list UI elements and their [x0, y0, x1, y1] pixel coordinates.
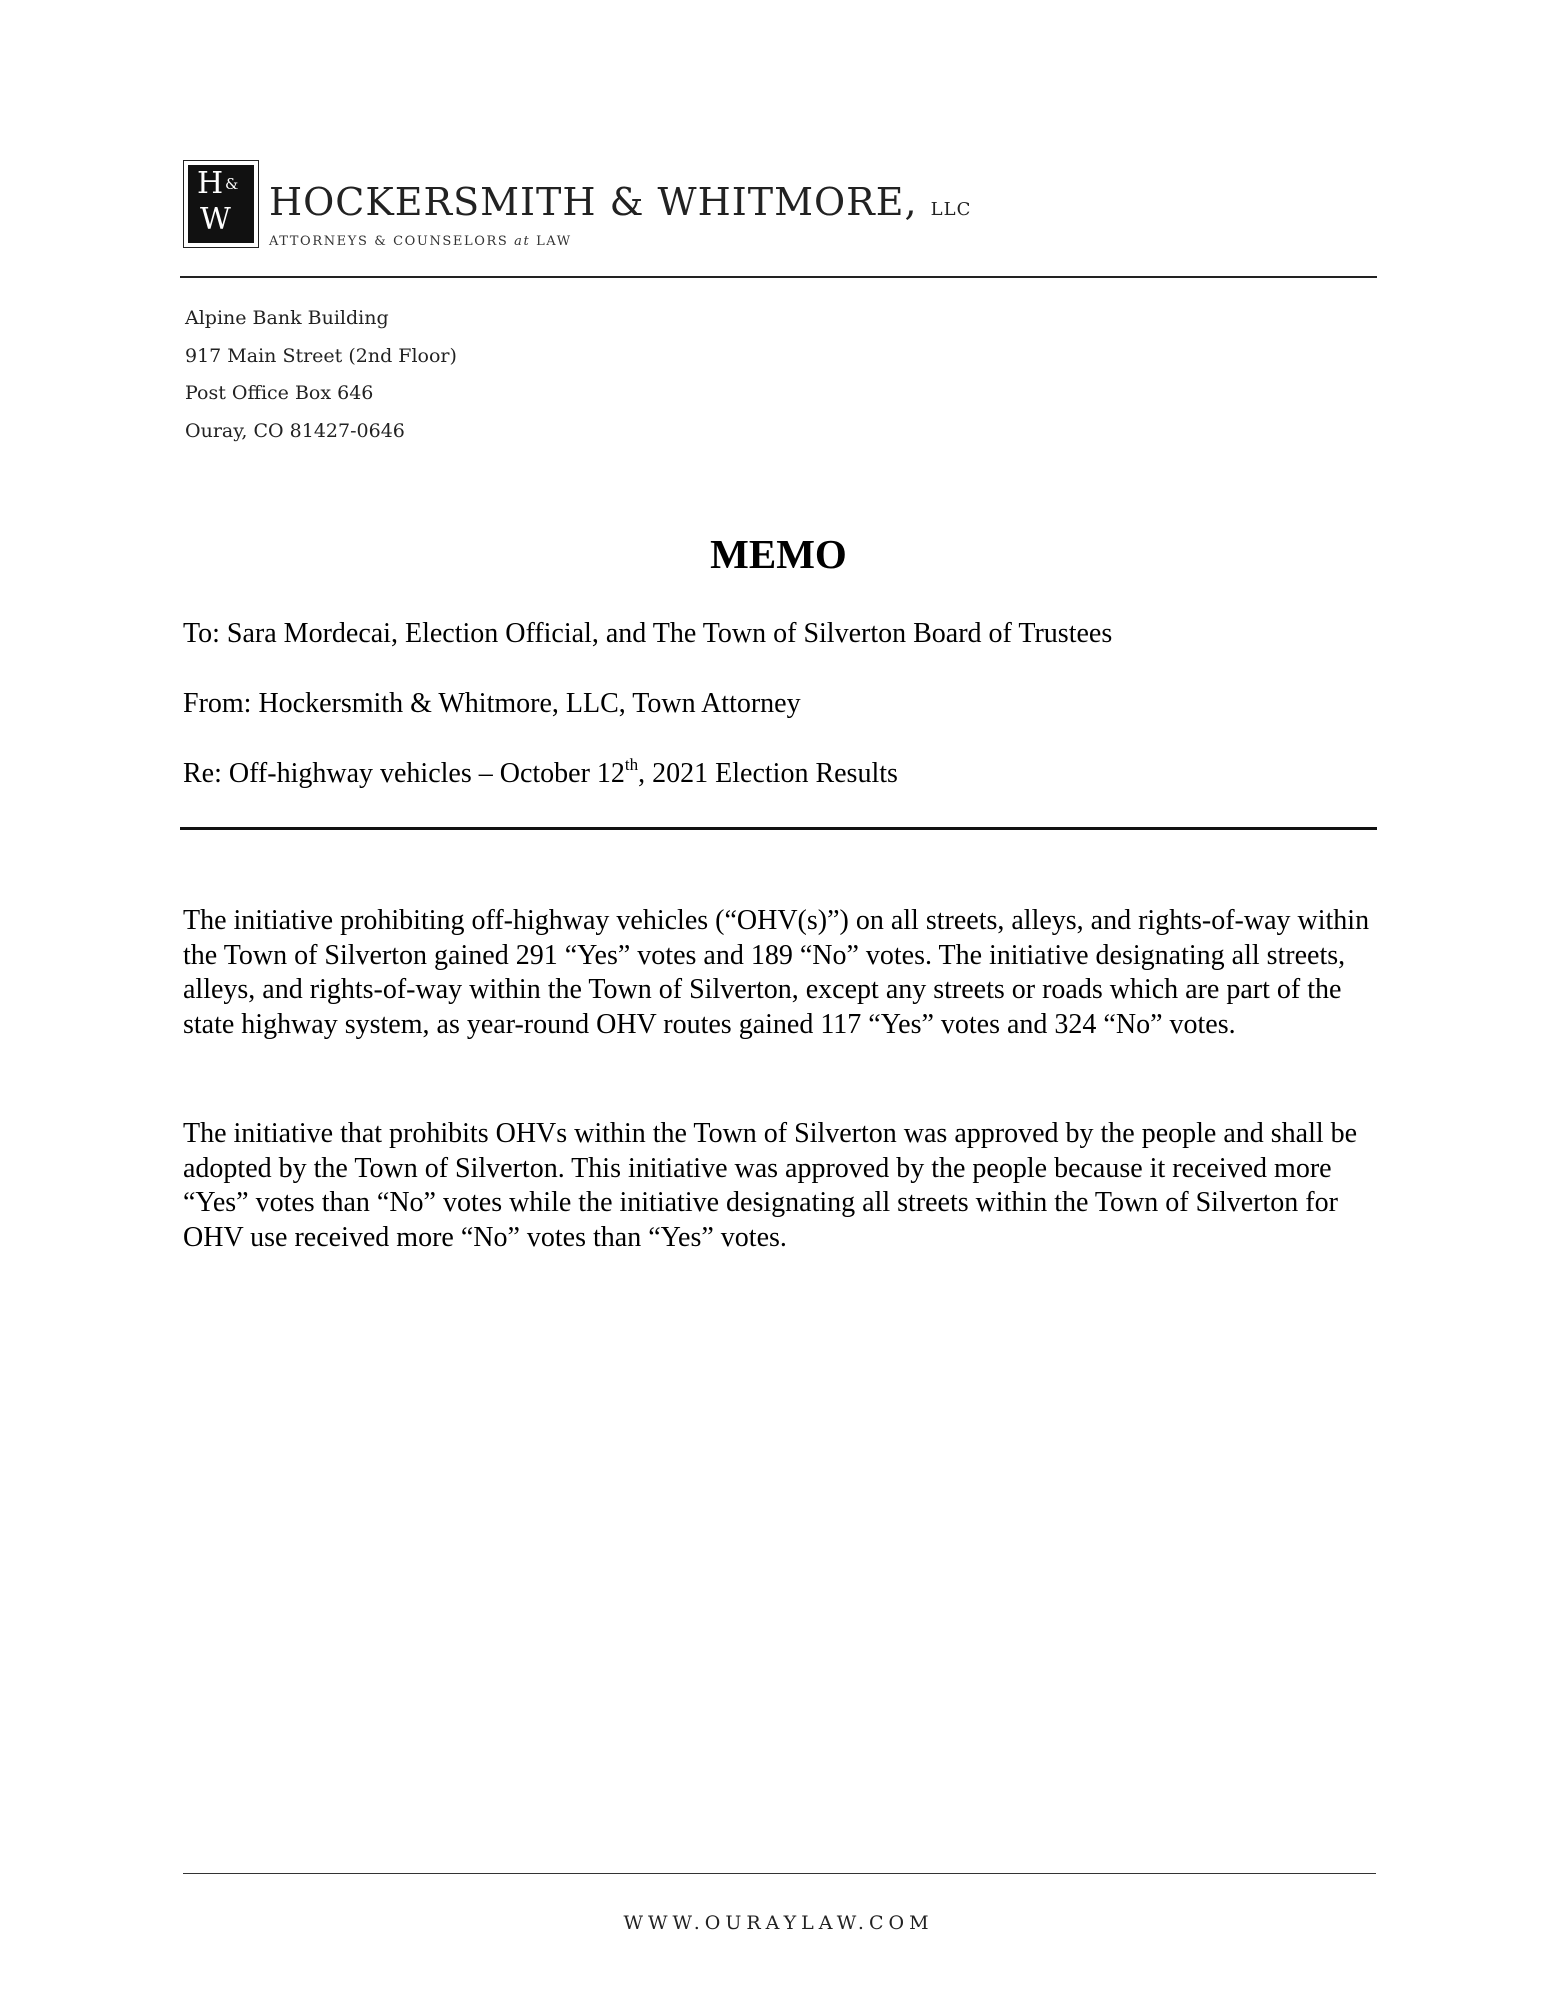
memo-re: [183, 755, 898, 790]
footer-website: WWW.OURAYLAW.COM: [623, 1912, 934, 1934]
firm-name: [269, 182, 971, 230]
body-paragraph-1: The initiative prohibiting off-highway vehicles (“OHV(s)”) on all streets, alleys, and rights-of-way within the Town of Silverton gained 291 “Yes” votes and 189 “No” votes. The initiative designating all streets, alleys, and rights-of-way within the Town of Silverton, except any streets or roads which are part of the state highway system, as year-round OHV routes gained 117 “Yes” votes and 324 “No” votes.: [183, 905, 1370, 1040]
tagline-after: LAW: [530, 234, 572, 249]
logo-monogram: [188, 165, 254, 243]
firm-logo: [183, 160, 259, 248]
tagline-at: at: [514, 234, 531, 249]
footer-divider: [183, 1873, 1376, 1874]
firm-tagline: [269, 234, 971, 249]
header-divider: [180, 827, 1377, 830]
memo-re-prefix: Re: Off-highway vehicles – October 12: [183, 758, 625, 789]
firm-address: [185, 300, 457, 450]
logo-ampersand: &: [225, 175, 239, 193]
letterhead: [183, 160, 971, 249]
memo-to: To: Sara Mordecai, Election Official, and The Town of Silverton Board of Trustees: [183, 618, 1113, 649]
memo-re-suffix: , 2021 Election Results: [638, 758, 898, 789]
address-line-1: Alpine Bank Building: [185, 307, 389, 329]
memo-from: From: Hockersmith & Whitmore, LLC, Town Attorney: [183, 688, 801, 719]
address-line-4: Ouray, CO 81427-0646: [185, 419, 405, 442]
firm-name-main: HOCKERSMITH & WHITMORE,: [269, 180, 918, 224]
logo-letter-h: H: [197, 166, 224, 201]
firm-name-suffix: LLC: [930, 199, 972, 220]
logo-letter-w: W: [200, 202, 231, 237]
memo-title: MEMO: [710, 531, 847, 577]
memo-re-superscript: th: [624, 755, 639, 774]
address-line-3: Post Office Box 646: [185, 382, 374, 404]
tagline-before: ATTORNEYS & COUNSELORS: [269, 234, 515, 249]
body-paragraph-2: The initiative that prohibits OHVs within the Town of Silverton was approved by the people and shall be adopted by the Town of Silverton. This initiative was approved by the people because it received more “Yes” votes than “No” votes while the initiative designating all streets within the Town of Silverton for OHV use received more “No” votes than “Yes” votes.: [183, 1118, 1358, 1253]
address-line-2: 917 Main Street (2nd Floor): [185, 344, 457, 367]
firm-text: [269, 182, 971, 249]
letterhead-divider: [180, 276, 1377, 278]
